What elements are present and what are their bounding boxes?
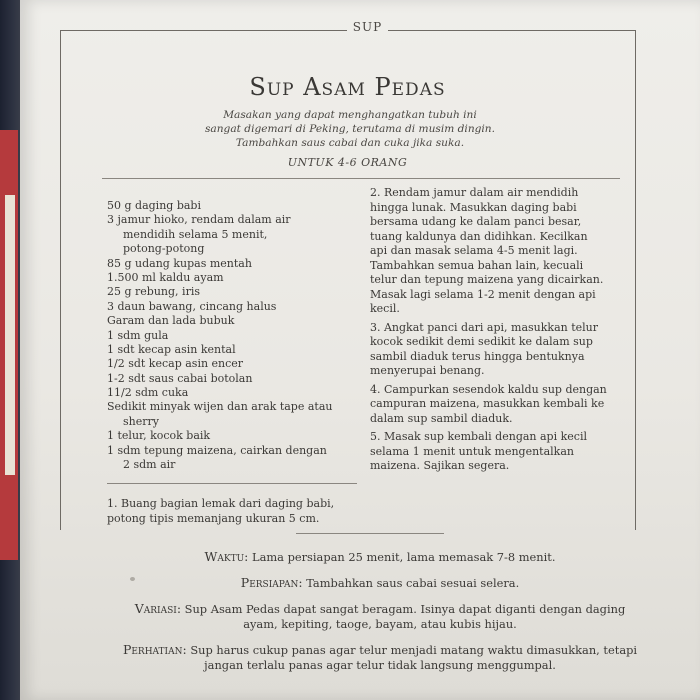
ingredient-item: 1/2 sdt kecap asin encer: [107, 357, 244, 371]
note-label: Waktu:: [204, 549, 249, 564]
recipe-title: Sup Asam Pedas: [249, 73, 446, 101]
note-line: [100, 549, 660, 565]
step-line: sambil diaduk terus hingga bentuknya: [370, 349, 585, 363]
ingredient-item-continued: mendidih selama 5 menit,: [123, 227, 268, 241]
note-time: [100, 549, 660, 565]
step-line: menyerupai benang.: [370, 364, 485, 377]
ingredient-item-continued: sherry: [123, 414, 159, 428]
ingredient-item: 50 g daging babi: [107, 199, 201, 212]
divider-rule: [102, 178, 620, 179]
note-variation: [100, 601, 660, 632]
intro-line: sangat digemari di Peking, terutama di musim dingin.: [204, 123, 495, 135]
ingredient-item: 85 g udang kupas mentah: [107, 256, 252, 270]
ingredient-item: 3 daun bawang, cincang halus: [107, 299, 277, 313]
ingredient-item-continued: 2 sdm air: [123, 458, 176, 472]
ingredient-item: 3 jamur hioko, rendam dalam air: [107, 213, 291, 227]
section-label: SUP: [352, 20, 383, 34]
step-line: 4. Campurkan sesendok kaldu sup dengan: [370, 382, 607, 396]
ingredient-item: 1 sdt kecap asin kental: [107, 342, 236, 356]
step-line: api dan masak selama 4-5 menit lagi.: [370, 244, 578, 257]
step-line: tuang kaldunya dan didihkan. Kecilkan: [370, 229, 588, 243]
step-line: kecil.: [370, 302, 400, 315]
method-step-3: [370, 321, 650, 379]
step-line: 2. Rendam jamur dalam air mendidih: [370, 186, 579, 199]
step-line: maizena. Sajikan segera.: [370, 459, 510, 472]
paper-blemish: [130, 577, 135, 581]
ingredient-item: 1.500 ml kaldu ayam: [107, 270, 224, 284]
note-text: ayam, kepiting, taoge, bayam, atau kubis hijau.: [243, 617, 517, 631]
note-text: Tambahkan saus cabai sesuai selera.: [306, 576, 520, 590]
recipe-notes: [100, 549, 660, 683]
ingredient-item: 11/2 sdm cuka: [107, 386, 189, 400]
ingredient-item: 25 g rebung, iris: [107, 285, 200, 299]
note-text: Lama persiapan 25 menit, lama memasak 7-8 menit.: [252, 550, 556, 564]
step-line: kocok sedikit demi sedikit ke dalam sup: [370, 335, 593, 348]
step-line: bersama udang ke dalam panci besar,: [370, 215, 582, 228]
ingredient-item: 1 sdm tepung maizena, cairkan dengan: [107, 443, 327, 457]
step-line: 1. Buang bagian lemak dari daging babi,: [107, 497, 335, 510]
frame-rule-top-right: [388, 30, 635, 31]
step-line: 5. Masak sup kembali dengan api kecil: [370, 430, 587, 443]
ingredient-item: 1 telur, kocok baik: [107, 429, 211, 443]
method-step-1: [107, 497, 377, 526]
ingredient-item: Sedikit minyak wijen dan arak tape atau: [107, 400, 333, 414]
ingredient-item: Garam dan lada bubuk: [107, 314, 235, 328]
step-line: telur dan tepung maizena yang dicairkan.: [370, 273, 604, 286]
note-label: Persiapan:: [240, 575, 303, 590]
note-label: Variasi:: [134, 601, 182, 616]
method-step-2: [370, 186, 650, 317]
step-line: Tambahkan semua bahan lain, kecuali: [370, 258, 584, 272]
divider-rule: [296, 533, 444, 534]
note-label: Perhatian:: [122, 642, 187, 657]
step-line: campuran maizena, masukkan kembali ke: [370, 397, 605, 410]
note-text: jangan terlalu panas agar telur tidak langsung menggumpal.: [204, 658, 556, 672]
intro-line: Tambahkan saus cabai dan cuka jika suka.: [235, 137, 465, 149]
adjacent-page-strip: [5, 195, 15, 475]
note-line: [100, 642, 660, 658]
note-text: Sup harus cukup panas agar telur menjadi matang waktu dimasukkan, tetapi: [190, 643, 638, 657]
recipe-page: [20, 0, 700, 700]
frame-rule-top-left: [60, 30, 347, 31]
step-line: hingga lunak. Masukkan daging babi: [370, 200, 577, 214]
serving-size: UNTUK 4-6 ORANG: [287, 156, 408, 169]
frame-rule-left: [60, 30, 61, 530]
note-line: [100, 575, 660, 591]
note-line: [100, 601, 660, 617]
ingredient-list: [107, 199, 367, 472]
ingredient-item-continued: potong-potong: [123, 242, 205, 256]
step-line: Masak lagi selama 1-2 menit dengan api: [370, 287, 596, 301]
divider-rule: [107, 483, 357, 484]
ingredient-item: 1-2 sdt saus cabai botolan: [107, 371, 253, 385]
step-line: potong tipis memanjang ukuran 5 cm.: [107, 511, 320, 525]
ingredient-item: 1 sdm gula: [107, 328, 169, 342]
note-caution: [100, 642, 660, 673]
note-text: Sup Asam Pedas dapat sangat beragam. Isinya dapat diganti dengan daging: [184, 602, 626, 616]
step-line: selama 1 menit untuk mengentalkan: [370, 444, 574, 458]
step-line: 3. Angkat panci dari api, masukkan telur: [370, 320, 599, 334]
method-steps: [370, 186, 650, 478]
method-step-4: [370, 383, 650, 427]
step-line: dalam sup sambil diaduk.: [370, 411, 513, 425]
intro-line: Masakan yang dapat menghangatkan tubuh ini: [223, 109, 477, 121]
method-step-5: [370, 430, 650, 474]
recipe-intro: [170, 108, 530, 150]
note-preparation: [100, 575, 660, 591]
